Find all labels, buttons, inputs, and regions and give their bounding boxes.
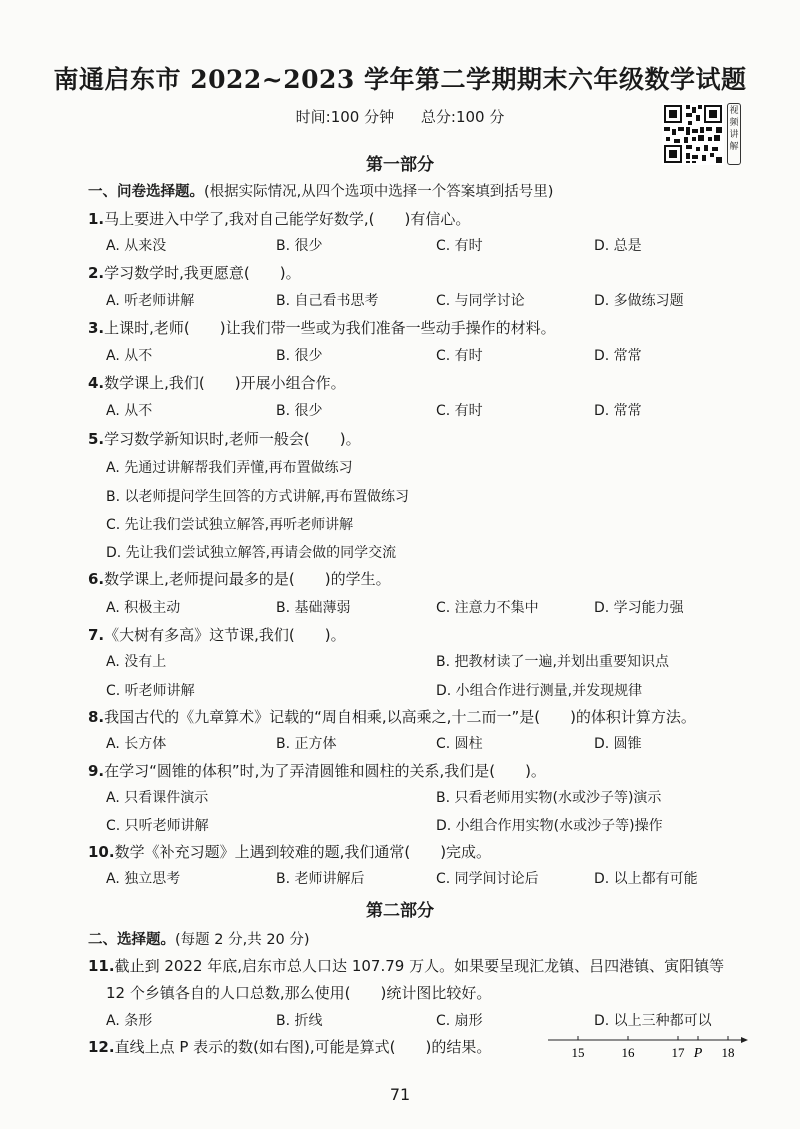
page-number: 71 — [389, 1085, 411, 1104]
question-text: 上课时,老师( )让我们带一些或为我们准备一些动手操作的材料。 — [104, 319, 556, 337]
point-p-label: P — [693, 1046, 703, 1061]
q8-option-b[interactable]: B. 正方体 — [276, 736, 337, 752]
question-text: 学习数学新知识时,老师一般会( )。 — [104, 430, 361, 448]
question-5 — [88, 428, 361, 449]
number-line-arrow-icon — [741, 1037, 748, 1043]
question-number: 4. — [88, 374, 105, 392]
question-text: 数学《补充习题》上遇到较难的题,我们通常( )完成。 — [114, 843, 492, 861]
number-line — [548, 1033, 748, 1063]
q1-option-a[interactable]: A. 从来没 — [106, 238, 167, 254]
q1-option-b[interactable]: B. 很少 — [276, 238, 323, 254]
q11-option-b[interactable]: B. 折线 — [276, 1013, 323, 1029]
question-text: 学习数学时,我更愿意( )。 — [104, 264, 301, 282]
q7-option-b[interactable]: B. 把教材读了一遍,并划出重要知识点 — [436, 654, 669, 670]
question-7 — [88, 624, 346, 645]
q1-option-c[interactable]: C. 有时 — [436, 238, 483, 254]
q8-option-d[interactable]: D. 圆锥 — [594, 736, 642, 752]
number-line-tick-label: 15 — [571, 1045, 585, 1060]
score-info: 总分:100 分 — [420, 108, 505, 126]
q2-option-d[interactable]: D. 多做练习题 — [594, 293, 684, 309]
q11-option-d[interactable]: D. 以上三种都可以 — [594, 1013, 712, 1029]
section1-title: 一、问卷选择题。 — [88, 184, 204, 200]
question-text: 马上要进入中学了,我对自己能学好数学,( )有信心。 — [104, 210, 471, 228]
q7-option-c[interactable]: C. 听老师讲解 — [106, 683, 195, 699]
question-number: 6. — [88, 570, 105, 588]
q10-option-b[interactable]: B. 老师讲解后 — [276, 871, 365, 887]
q5-option-b[interactable]: B. 以老师提问学生回答的方式讲解,再布置做练习 — [106, 489, 409, 505]
question-11 — [88, 955, 724, 976]
page-title: 南通启东市 2022~2023 学年第二学期期末六年级数学试题 — [53, 65, 747, 94]
question-3 — [88, 317, 556, 338]
q9-option-d[interactable]: D. 小组合作用实物(水或沙子等)操作 — [436, 818, 663, 834]
q2-option-c[interactable]: C. 与同学讨论 — [436, 293, 525, 309]
q2-option-a[interactable]: A. 听老师讲解 — [106, 293, 195, 309]
qr-label: 视频讲解 — [727, 103, 741, 165]
q6-option-b[interactable]: B. 基础薄弱 — [276, 600, 351, 616]
q5-option-c[interactable]: C. 先让我们尝试独立解答,再听老师讲解 — [106, 517, 354, 533]
question-number: 5. — [88, 430, 105, 448]
q10-option-d[interactable]: D. 以上都有可能 — [594, 871, 698, 887]
number-line-tick-label: 16 — [621, 1045, 635, 1060]
q3-option-a[interactable]: A. 从不 — [106, 348, 153, 364]
question-text: 《大树有多高》这节课,我们( )。 — [104, 626, 346, 644]
question-number: 12. — [88, 1038, 115, 1056]
q3-option-b[interactable]: B. 很少 — [276, 348, 323, 364]
question-number: 1. — [88, 210, 105, 228]
q4-option-b[interactable]: B. 很少 — [276, 403, 323, 419]
q6-option-c[interactable]: C. 注意力不集中 — [436, 600, 539, 616]
question-number: 2. — [88, 264, 105, 282]
q4-option-c[interactable]: C. 有时 — [436, 403, 483, 419]
question-1 — [88, 208, 470, 229]
question-number: 9. — [88, 762, 105, 780]
time-info: 时间:100 分钟 — [295, 108, 395, 126]
q7-option-a[interactable]: A. 没有上 — [106, 654, 167, 670]
q2-option-b[interactable]: B. 自己看书思考 — [276, 293, 379, 309]
question-10 — [88, 841, 491, 862]
q9-option-a[interactable]: A. 只看课件演示 — [106, 790, 209, 806]
q6-option-d[interactable]: D. 学习能力强 — [594, 600, 684, 616]
q9-option-b[interactable]: B. 只看老师用实物(水或沙子等)演示 — [436, 790, 662, 806]
section2-title: 二、选择题。 — [88, 932, 175, 948]
question-11-line2: 12 个乡镇各自的人口总数,那么使用( )统计图比较好。 — [106, 984, 492, 1002]
q1-option-d[interactable]: D. 总是 — [594, 238, 642, 254]
question-9 — [88, 760, 546, 781]
section2-note: (每题 2 分,共 20 分) — [175, 932, 310, 948]
q8-option-a[interactable]: A. 长方体 — [106, 736, 167, 752]
q5-option-a[interactable]: A. 先通过讲解帮我们弄懂,再布置做练习 — [106, 460, 353, 476]
question-number: 10. — [88, 843, 115, 861]
question-4 — [88, 372, 346, 393]
question-text: 直线上点 P 表示的数(如右图),可能是算式( )的结果。 — [114, 1038, 492, 1056]
q3-option-d[interactable]: D. 常常 — [594, 348, 642, 364]
part1-heading: 第一部分 — [366, 155, 434, 175]
q9-option-c[interactable]: C. 只听老师讲解 — [106, 818, 209, 834]
q6-option-a[interactable]: A. 积极主动 — [106, 600, 181, 616]
section1-note: (根据实际情况,从四个选项中选择一个答案填到括号里) — [204, 184, 554, 200]
number-line-tick-label: 18 — [721, 1045, 735, 1060]
question-number: 3. — [88, 319, 105, 337]
question-text: 在学习“圆锥的体积”时,为了弄清圆锥和圆柱的关系,我们是( )。 — [104, 762, 546, 780]
question-number: 7. — [88, 626, 105, 644]
question-text: 数学课上,我们( )开展小组合作。 — [104, 374, 346, 392]
question-6 — [88, 568, 391, 589]
q7-option-d[interactable]: D. 小组合作进行测量,并发现规律 — [436, 683, 643, 699]
number-line-tick-label: 17 — [671, 1045, 685, 1060]
question-12 — [88, 1036, 491, 1057]
q8-option-c[interactable]: C. 圆柱 — [436, 736, 483, 752]
q3-option-c[interactable]: C. 有时 — [436, 348, 483, 364]
part2-heading: 第二部分 — [366, 901, 434, 921]
q11-option-a[interactable]: A. 条形 — [106, 1013, 153, 1029]
question-number: 8. — [88, 708, 105, 726]
q10-option-c[interactable]: C. 同学间讨论后 — [436, 871, 539, 887]
question-2 — [88, 262, 301, 283]
q11-option-c[interactable]: C. 扇形 — [436, 1013, 483, 1029]
q10-option-a[interactable]: A. 独立思考 — [106, 871, 181, 887]
q4-option-a[interactable]: A. 从不 — [106, 403, 153, 419]
section1-heading — [88, 180, 553, 201]
question-text: 截止到 2022 年底,启东市总人口达 107.79 万人。如果要呈现汇龙镇、吕四港镇、寅阳镇等 — [114, 957, 725, 975]
q4-option-d[interactable]: D. 常常 — [594, 403, 642, 419]
q5-option-d[interactable]: D. 先让我们尝试独立解答,再请会做的同学交流 — [106, 545, 397, 561]
question-text: 我国古代的《九章算术》记载的“周自相乘,以高乘之,十二而一”是( )的体积计算方法。 — [104, 708, 696, 726]
question-8 — [88, 706, 696, 727]
section2-heading — [88, 928, 310, 949]
question-number: 11. — [88, 957, 115, 975]
question-text: 数学课上,老师提问最多的是( )的学生。 — [104, 570, 391, 588]
